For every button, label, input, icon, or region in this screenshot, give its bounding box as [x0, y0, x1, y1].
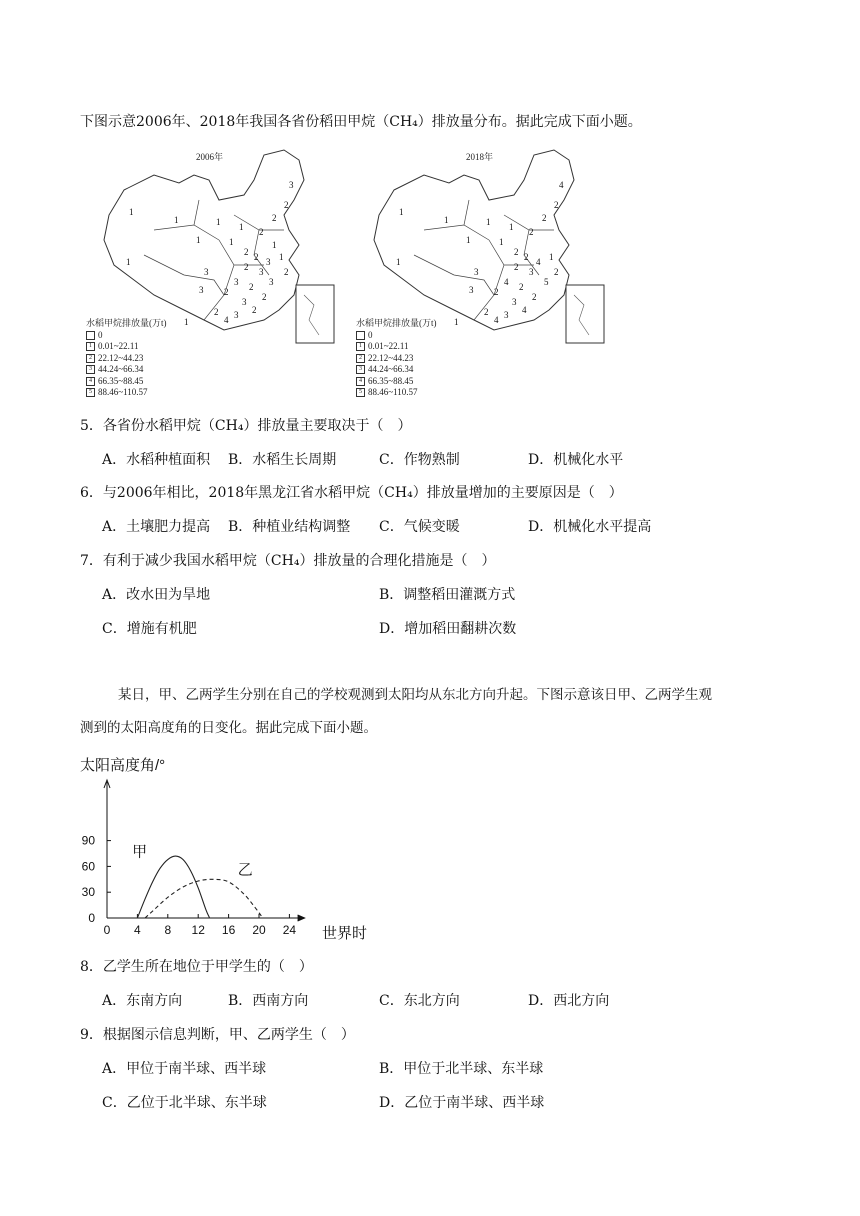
q8-option-a[interactable]: A．东南方向 — [102, 993, 183, 1009]
svg-text:2: 2 — [554, 200, 559, 210]
map-legend: 水稻甲烷排放量(万t) 0 1 0.01~22.11 2 22.12~44.23 3 44.24~66.34 4 66.35~88.45 5 88.46~110.57 — [86, 318, 167, 397]
svg-text:2: 2 — [524, 252, 529, 262]
map-value: 2 — [252, 305, 257, 315]
q5-option-b[interactable]: B．水稻生长周期 — [228, 452, 337, 468]
map-value: 1 — [216, 217, 221, 227]
svg-text:4: 4 — [504, 277, 509, 287]
svg-text:4: 4 — [494, 315, 499, 325]
series-jia-label: 甲 — [132, 843, 148, 861]
svg-text:5: 5 — [544, 277, 549, 287]
legend-label: 88.46~110.57 — [98, 387, 148, 397]
svg-text:3: 3 — [512, 297, 517, 307]
y-tick-label: 0 — [88, 911, 95, 925]
svg-text:3: 3 — [469, 285, 474, 295]
map-value: 2 — [244, 262, 249, 272]
map-value: 1 — [196, 235, 201, 245]
q5-option-d[interactable]: D．机械化水平 — [528, 452, 624, 468]
legend-label: 22.12~44.23 — [98, 352, 144, 363]
q7-option-d[interactable]: D．增加稻田翻耕次数 — [379, 621, 517, 637]
q7-option-a[interactable]: A．改水田为旱地 — [102, 587, 211, 603]
map-title: 2006年 — [196, 152, 224, 162]
x-axis-label: 世界时 — [322, 925, 368, 942]
q6-option-a[interactable]: A．土壤肥力提高 — [102, 519, 211, 535]
map-value: 3 — [289, 180, 294, 190]
map-value: 3 — [242, 297, 247, 307]
series-jia-line — [137, 856, 209, 918]
q8-option-c[interactable]: C．东北方向 — [379, 993, 460, 1009]
map-value: 4 — [224, 315, 229, 325]
map-value: 2 — [259, 227, 264, 237]
legend-label: 0 — [98, 329, 103, 340]
svg-text:2: 2 — [554, 267, 559, 277]
svg-text:1: 1 — [399, 207, 404, 217]
svg-text:1: 1 — [549, 252, 554, 262]
legend-label: 66.35~88.45 — [98, 375, 144, 386]
y-tick-label: 90 — [81, 833, 95, 848]
map-value: 1 — [129, 207, 134, 217]
question-9-stem: 9．根据图示信息判断，甲、乙两学生（ ） — [80, 1027, 355, 1043]
map-value: 1 — [272, 240, 277, 250]
q5-option-a[interactable]: A．水稻种植面积 — [102, 452, 211, 468]
x-tick-label: 24 — [282, 923, 297, 937]
q6-option-d[interactable]: D．机械化水平提高 — [528, 519, 652, 535]
map-value: 2 — [214, 307, 219, 317]
svg-text:2: 2 — [514, 262, 519, 272]
svg-text:1: 1 — [486, 217, 491, 227]
svg-text:3: 3 — [474, 267, 479, 277]
x-tick-label: 16 — [221, 923, 236, 937]
svg-text:1: 1 — [499, 237, 504, 247]
svg-text:1: 1 — [509, 222, 514, 232]
svg-text:2: 2 — [519, 282, 524, 292]
x-tick-label: 8 — [164, 923, 172, 937]
chart-ticks — [82, 834, 297, 937]
svg-text:4: 4 — [559, 180, 564, 190]
map-value: 3 — [234, 277, 239, 287]
y-axis-label: 太阳高度角/° — [80, 757, 166, 774]
map-value: 2 — [254, 252, 259, 262]
svg-text:2: 2 — [484, 307, 489, 317]
map-value: 1 — [229, 237, 234, 247]
svg-text:4: 4 — [522, 305, 527, 315]
series-yi-label: 乙 — [237, 861, 253, 879]
map-value: 3 — [234, 310, 239, 320]
y-tick-label: 30 — [81, 885, 95, 900]
map-value: 1 — [279, 252, 284, 262]
question-8-stem: 8．乙学生所在地位于甲学生的（ ） — [80, 959, 313, 975]
svg-text:3: 3 — [529, 267, 534, 277]
legend-label: 44.24~66.34 — [98, 364, 144, 374]
svg-text:2: 2 — [514, 247, 519, 257]
series-yi-line — [145, 879, 263, 918]
y-tick-label: 60 — [81, 859, 95, 874]
x-tick-label: 0 — [103, 923, 111, 937]
map-value: 1 — [184, 317, 189, 327]
q9-option-d[interactable]: D．乙位于南半球、西半球 — [379, 1095, 545, 1111]
legend-label: 0.01~22.11 — [98, 341, 139, 351]
map-value: 2 — [284, 267, 289, 277]
x-axis-arrow — [298, 915, 305, 921]
q8-option-d[interactable]: D．西北方向 — [528, 993, 610, 1009]
solar-altitude-chart — [78, 752, 398, 947]
q6-option-c[interactable]: C．气候变暖 — [379, 519, 460, 535]
legend-title: 水稻甲烷排放量(万t) — [86, 318, 167, 328]
map-value: 3 — [269, 277, 274, 287]
svg-text:2: 2 — [529, 227, 534, 237]
map-value: 3 — [259, 267, 264, 277]
map-value: 1 — [126, 257, 131, 267]
intro-text-2-line-1: 某日，甲、乙两学生分别在自己的学校观测到太阳均从东北方向升起。下图示意该日甲、乙两学生观 — [118, 687, 712, 703]
question-5-stem: 5．各省份水稻甲烷（CH₄）排放量主要取决于（ ） — [80, 418, 412, 434]
x-tick-label: 20 — [252, 923, 266, 937]
q7-option-c[interactable]: C．增施有机肥 — [102, 621, 197, 637]
svg-text:1: 1 — [444, 215, 449, 225]
question-7-stem: 7．有利于减少我国水稻甲烷（CH₄）排放量的合理化措施是（ ） — [80, 553, 496, 569]
map-value: 2 — [272, 213, 277, 223]
q7-option-b[interactable]: B．调整稻田灌溉方式 — [379, 587, 516, 603]
x-tick-label: 12 — [191, 923, 205, 937]
chart-lines — [132, 844, 263, 918]
q9-option-a[interactable]: A．甲位于南半球、西半球 — [102, 1061, 267, 1077]
map-value: 3 — [199, 285, 204, 295]
q9-option-b[interactable]: B．甲位于北半球、东半球 — [379, 1061, 544, 1077]
legend-title: 水稻甲烷排放量(万t) — [356, 318, 437, 328]
map-value: 2 — [262, 292, 267, 302]
q8-option-b[interactable]: B．西南方向 — [228, 993, 309, 1009]
svg-text:1: 1 — [396, 257, 401, 267]
map-value: 1 — [239, 222, 244, 232]
svg-text:2: 2 — [494, 287, 499, 297]
q9-option-c[interactable]: C．乙位于北半球、东半球 — [102, 1095, 267, 1111]
svg-text:1: 1 — [466, 235, 471, 245]
intro-text-1: 下图示意2006年、2018年我国各省份稻田甲烷（CH₄）排放量分布。据此完成下面小题。 — [80, 114, 642, 130]
map-legend: 水稻甲烷排放量(万t) 0 1 0.01~22.11 2 22.12~44.23 3 44.24~66.34 4 66.35~88.45 5 88.46~110.57 — [356, 318, 437, 397]
map-title: 2018年 — [466, 152, 494, 162]
svg-text:2: 2 — [532, 292, 537, 302]
map-2018 — [354, 145, 614, 395]
svg-text:2: 2 — [542, 213, 547, 223]
map-value: 2 — [244, 247, 249, 257]
q6-option-b[interactable]: B．种植业结构调整 — [228, 519, 351, 535]
map-value: 2 — [284, 200, 289, 210]
intro-text-2-line-2: 测到的太阳高度角的日变化。据此完成下面小题。 — [80, 720, 377, 736]
map-value: 2 — [249, 282, 254, 292]
x-tick-label: 4 — [134, 923, 141, 937]
map-value: 3 — [204, 267, 209, 277]
q5-option-c[interactable]: C．作物熟制 — [379, 452, 460, 468]
map-value: 2 — [224, 287, 229, 297]
map-value: 1 — [174, 215, 179, 225]
map-2006 — [84, 145, 344, 395]
svg-text:4: 4 — [536, 257, 541, 267]
svg-text:1: 1 — [454, 317, 459, 327]
svg-text:3: 3 — [504, 310, 509, 320]
question-6-stem: 6．与2006年相比，2018年黑龙江省水稻甲烷（CH₄）排放量增加的主要原因是（ ） — [80, 485, 623, 501]
map-value: 3 — [266, 257, 271, 267]
